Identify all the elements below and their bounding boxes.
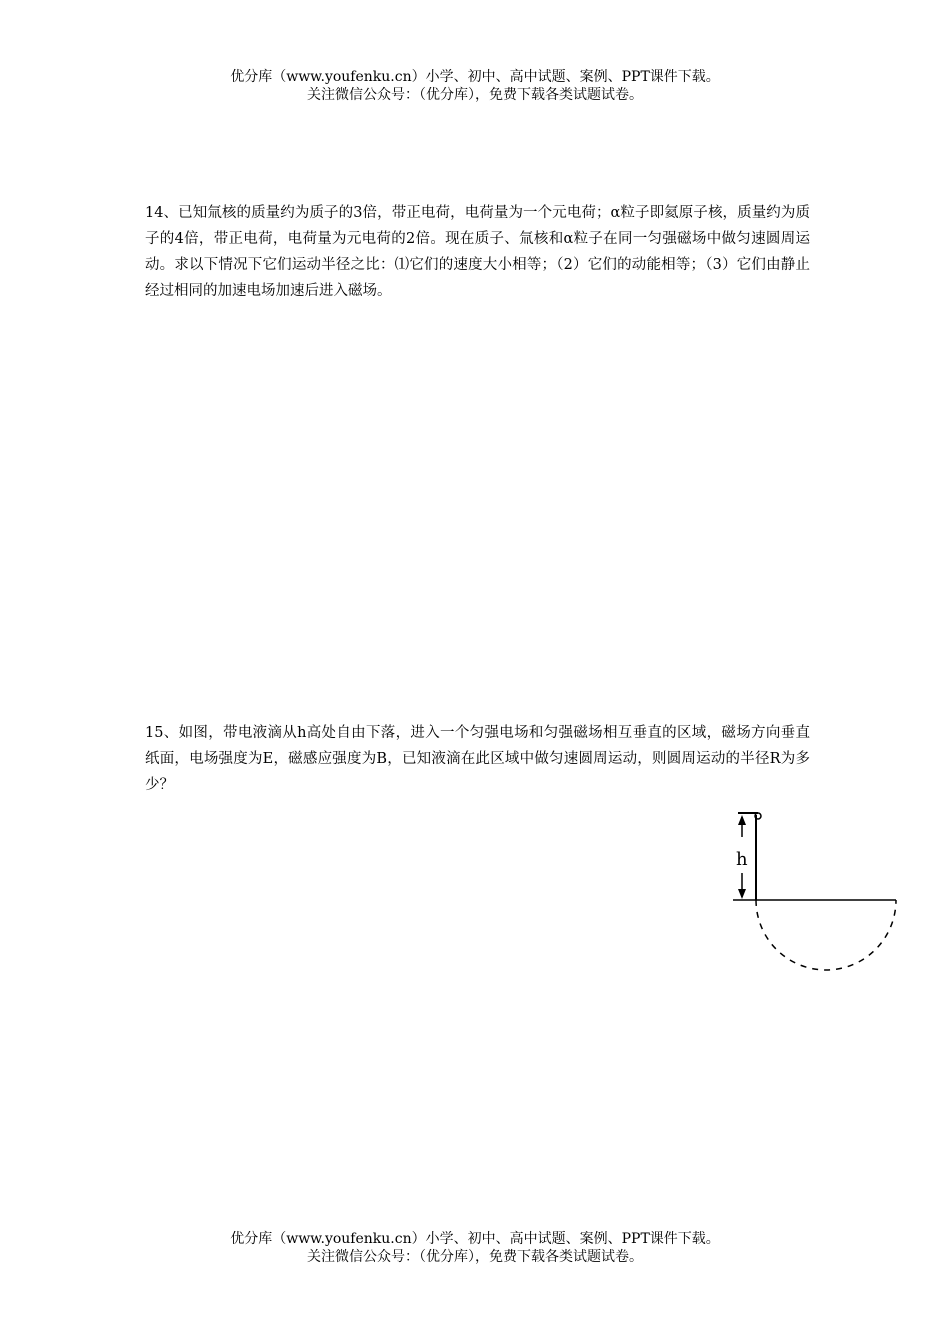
- page-footer: [0, 1230, 950, 1266]
- header-line-1: 优分库（www.youfenku.cn）小学、初中、高中试题、案例、PPT课件下载。: [230, 69, 720, 85]
- footer-line-2: 关注微信公众号：（优分库），免费下载各类试题试卷。: [307, 1249, 643, 1265]
- page-header: [0, 68, 950, 104]
- h-arrow-down-icon: [738, 889, 746, 899]
- falling-droplet-figure: [728, 805, 903, 980]
- question-15: 15、如图，带电液滴从h高处自由下落，进入一个匀强电场和匀强磁场相互垂直的区域，磁场方向垂直纸面，电场强度为E，磁感应强度为B，已知液滴在此区域中做匀速圆周运动，则圆周运动的半径R为多少？: [145, 725, 810, 793]
- h-label: h: [736, 849, 748, 870]
- circular-path-dashed: [756, 900, 896, 970]
- header-line-2: 关注微信公众号：（优分库），免费下载各类试题试卷。: [307, 87, 643, 103]
- footer-line-1: 优分库（www.youfenku.cn）小学、初中、高中试题、案例、PPT课件下载。: [230, 1231, 720, 1247]
- question-14: 14、已知氚核的质量约为质子的3倍，带正电荷，电荷量为一个元电荷；α粒子即氦原子核，质量约为质子的4倍，带正电荷，电荷量为元电荷的2倍。现在质子、氚核和α粒子在同一匀强磁场中做匀速圆周运动。求以下情况下它们运动半径之比：⑴它们的速度大小相等；（2）它们的动能相等；（3）它们由静止经过相同的加速电场加速后进入磁场。: [145, 205, 810, 299]
- h-arrow-up-icon: [738, 815, 746, 825]
